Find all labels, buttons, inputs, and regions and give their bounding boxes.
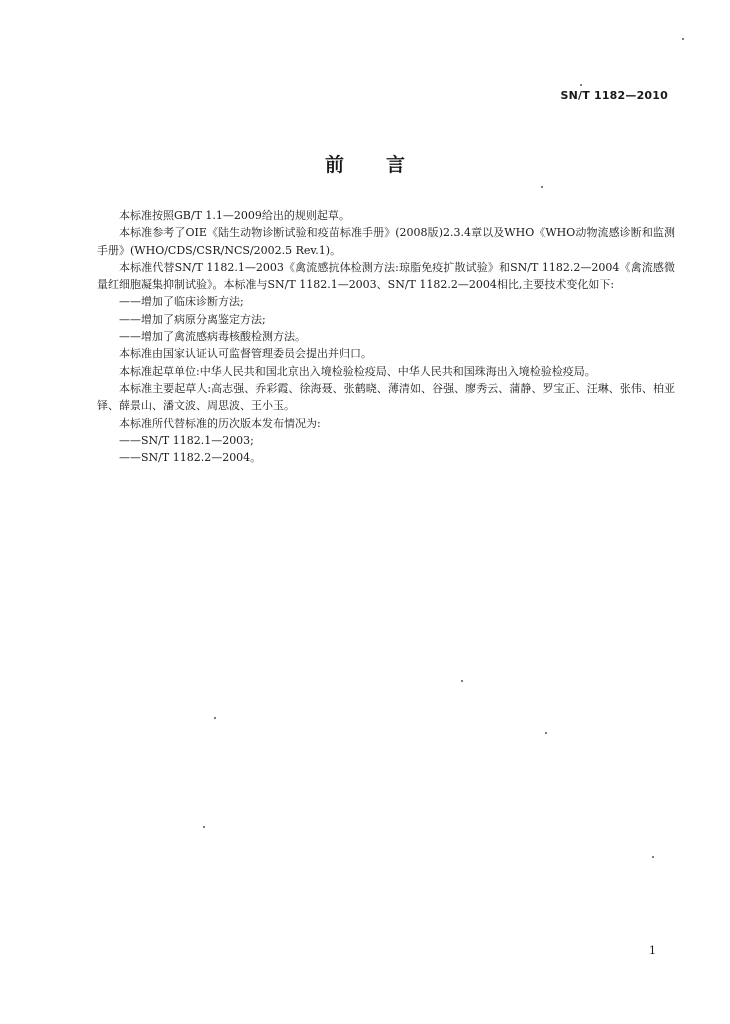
change-item: ——增加了病原分离鉴定方法;	[119, 312, 266, 326]
scan-speck	[652, 856, 654, 858]
paragraph-references: 本标准参考了OIE《陆生动物诊断试验和疫苗标准手册》(2008版)2.3.4章以及WHO《WHO动物流感诊断和监测手册》(WHO/CDS/CSR/NCS/2002.5 Rev.1)。	[97, 226, 675, 257]
history-item: ——SN/T 1182.2—2004。	[119, 451, 262, 465]
change-item: ——增加了禽流感病毒核酸检测方法。	[119, 330, 306, 344]
change-item: ——增加了临床诊断方法;	[119, 295, 244, 309]
page-title: 前言	[324, 154, 447, 176]
page-number: 1	[649, 944, 656, 957]
paragraph-drafting-rules: 本标准按照GB/T 1.1—2009给出的规则起草。	[119, 209, 350, 222]
paragraph-history-intro: 本标准所代替标准的历次版本发布情况为:	[119, 416, 321, 430]
scan-speck	[541, 186, 543, 188]
history-item: ——SN/T 1182.1—2003;	[119, 433, 254, 447]
standard-code: SN/T 1182—2010	[560, 89, 668, 102]
foreword-body	[97, 207, 675, 466]
paragraph-proposer: 本标准由国家认证认可监督管理委员会提出并归口。	[119, 347, 372, 361]
scan-speck	[682, 38, 684, 40]
scan-speck	[203, 826, 205, 828]
paragraph-drafters: 本标准主要起草人:高志强、乔彩霞、徐海聂、张鹤晓、薄清如、谷强、廖秀云、蒲静、罗宝正、汪琳、张伟、柏亚铎、薛景山、潘文波、周思波、王小玉。	[97, 381, 675, 413]
scan-speck	[545, 732, 547, 734]
paragraph-replaces: 本标准代替SN/T 1182.1—2003《禽流感抗体检测方法:琼脂免疫扩散试验》和SN/T 1182.2—2004《禽流感微量红细胞凝集抑制试验》。本标准与SN/T 1182.1—2003、SN/T 1182.2—2004相比,主要技术变化如下:	[97, 260, 675, 292]
scan-speck	[461, 680, 463, 682]
scan-speck	[214, 717, 216, 719]
paragraph-drafting-units: 本标准起草单位:中华人民共和国北京出入境检验检疫局、中华人民共和国珠海出入境检验检疫局。	[119, 364, 596, 378]
scan-speck	[580, 84, 582, 86]
